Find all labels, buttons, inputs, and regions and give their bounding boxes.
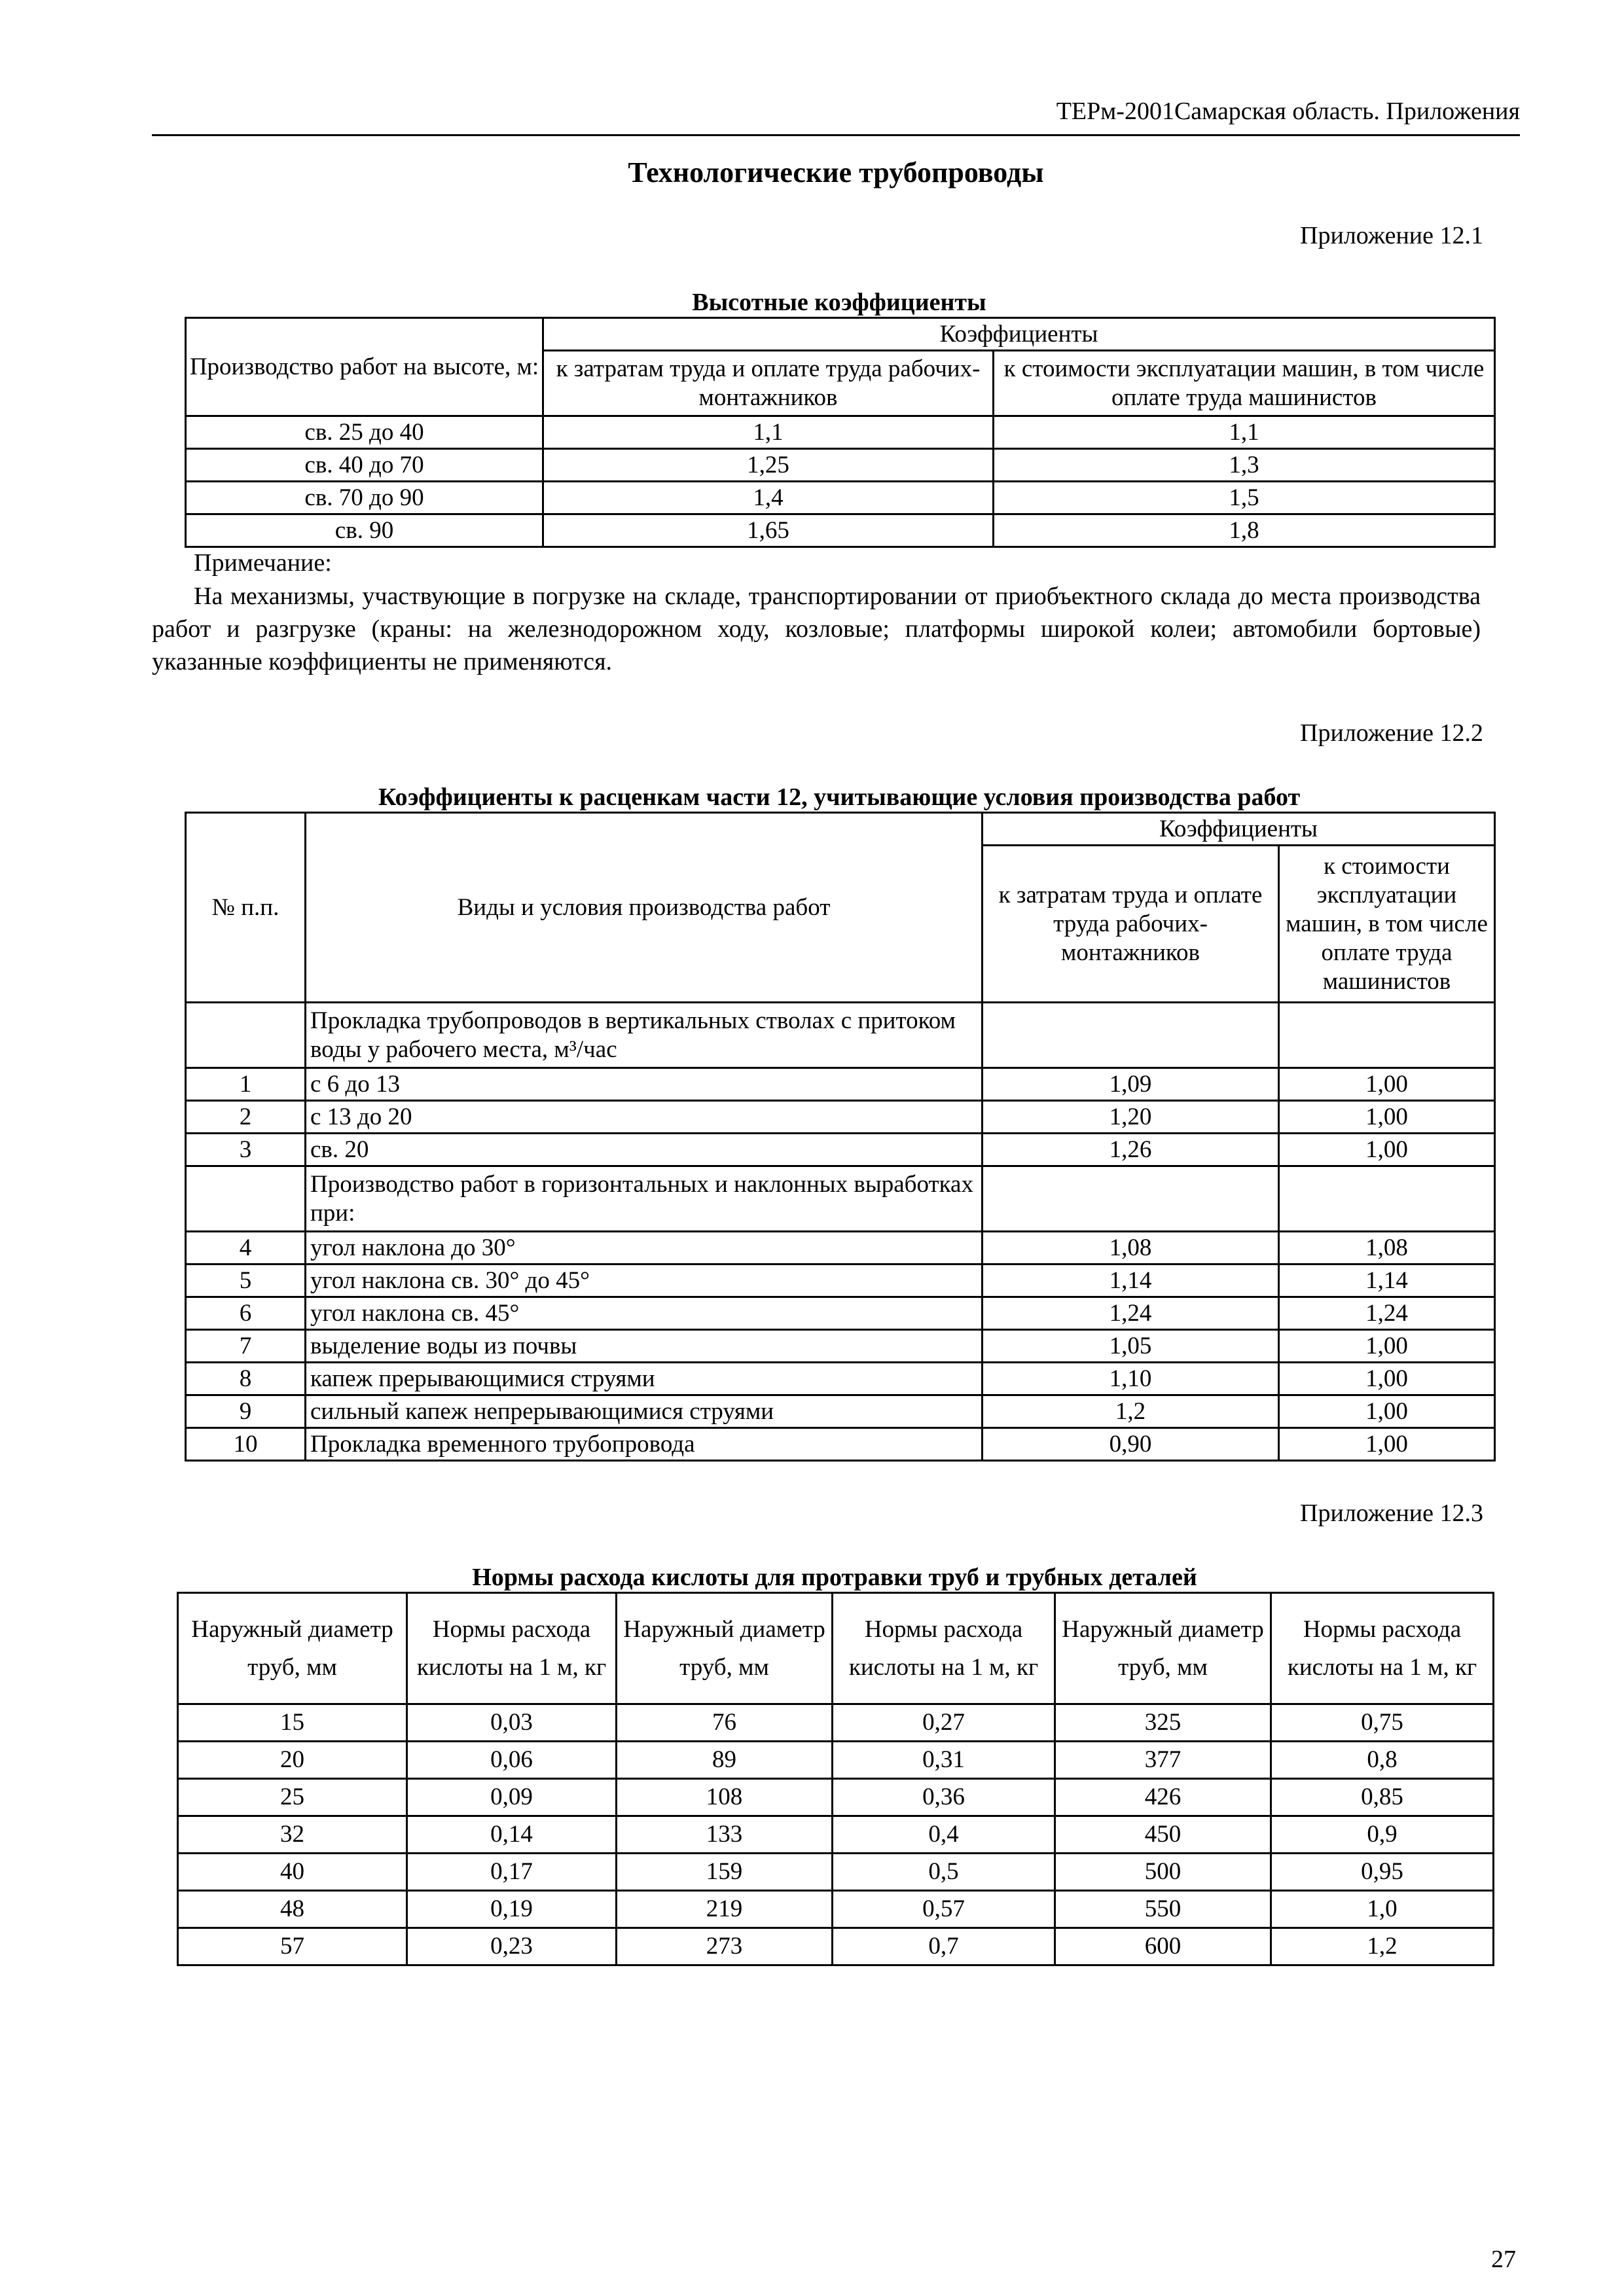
cell-acid-norm: 0,7 <box>833 1928 1055 1965</box>
cell-empty <box>1279 1166 1495 1232</box>
cell-num: 10 <box>186 1428 306 1461</box>
cell-num: 2 <box>186 1101 306 1134</box>
cell-condition: угол наклона св. 30° до 45° <box>306 1265 983 1297</box>
cell-section-title: Прокладка трубопроводов в вертикальных стволах с притоком воды у рабочего места, м³/час <box>306 1003 983 1068</box>
table-row <box>186 1101 1495 1134</box>
cell-empty <box>983 1166 1279 1232</box>
cell-diameter: 133 <box>617 1816 833 1854</box>
cell-diameter: 325 <box>1055 1704 1271 1742</box>
cell-labor-coef: 1,4 <box>543 482 994 514</box>
table-12-3-header: Нормы расхода кислоты на 1 м, кг <box>833 1593 1055 1704</box>
cell-diameter: 108 <box>617 1779 833 1816</box>
table-12-3 <box>177 1592 1494 1966</box>
cell-num: 5 <box>186 1265 306 1297</box>
cell-height-range: св. 40 до 70 <box>186 449 543 482</box>
cell-machine-coef: 1,8 <box>994 514 1495 547</box>
cell-acid-norm: 0,5 <box>833 1854 1055 1891</box>
table-12-1-header-group: Коэффициенты <box>543 318 1495 351</box>
cell-diameter: 15 <box>178 1704 407 1742</box>
table-row <box>186 449 1495 482</box>
cell-labor-coef: 1,25 <box>543 449 994 482</box>
cell-machine-coef: 1,1 <box>994 416 1495 449</box>
table-section-row <box>186 1003 1495 1068</box>
cell-acid-norm: 1,2 <box>1271 1928 1494 1965</box>
appendix-12-1-label: Приложение 12.1 <box>1300 222 1483 249</box>
cell-condition: св. 20 <box>306 1134 983 1166</box>
cell-num: 7 <box>186 1330 306 1363</box>
cell-condition: сильный капеж непрерывающимися струями <box>306 1395 983 1428</box>
cell-acid-norm: 0,85 <box>1271 1779 1494 1816</box>
table-12-3-header: Нормы расхода кислоты на 1 м, кг <box>407 1593 617 1704</box>
cell-acid-norm: 0,36 <box>833 1779 1055 1816</box>
table-row <box>178 1704 1494 1742</box>
cell-machine-coef: 1,00 <box>1279 1101 1495 1134</box>
table-12-2-header-num: № п.п. <box>186 813 306 1003</box>
cell-acid-norm: 0,4 <box>833 1816 1055 1854</box>
table-row <box>186 1232 1495 1265</box>
cell-section-title: Производство работ в горизонтальных и наклонных выработках при: <box>306 1166 983 1232</box>
cell-machine-coef: 1,14 <box>1279 1265 1495 1297</box>
table-12-2-caption: Коэффициенты к расценкам части 12, учитывающие условия производства работ <box>378 783 1301 811</box>
table-row <box>178 1928 1494 1965</box>
cell-machine-coef: 1,00 <box>1279 1395 1495 1428</box>
table-row <box>178 1742 1494 1779</box>
table-row <box>186 1297 1495 1330</box>
table-12-3-header: Нормы расхода кислоты на 1 м, кг <box>1271 1593 1494 1704</box>
cell-labor-coef: 0,90 <box>983 1428 1279 1461</box>
cell-acid-norm: 0,9 <box>1271 1816 1494 1854</box>
appendix-12-2-label: Приложение 12.2 <box>1300 719 1483 747</box>
table-row <box>186 1265 1495 1297</box>
cell-machine-coef: 1,00 <box>1279 1068 1495 1101</box>
table-row <box>186 1068 1495 1101</box>
cell-machine-coef: 1,00 <box>1279 1428 1495 1461</box>
cell-diameter: 450 <box>1055 1816 1271 1854</box>
cell-machine-coef: 1,08 <box>1279 1232 1495 1265</box>
cell-diameter: 219 <box>617 1891 833 1928</box>
cell-diameter: 32 <box>178 1816 407 1854</box>
cell-diameter: 159 <box>617 1854 833 1891</box>
cell-condition: угол наклона до 30° <box>306 1232 983 1265</box>
table-12-2-header-group: Коэффициенты <box>983 813 1495 846</box>
cell-acid-norm: 0,14 <box>407 1816 617 1854</box>
table-row <box>186 1363 1495 1395</box>
table-row <box>178 1779 1494 1816</box>
page-title: Технологические трубопроводы <box>628 156 1044 188</box>
cell-diameter: 89 <box>617 1742 833 1779</box>
table-row <box>178 1816 1494 1854</box>
table-row <box>186 1428 1495 1461</box>
cell-num: 9 <box>186 1395 306 1428</box>
table-row <box>186 416 1495 449</box>
cell-height-range: св. 70 до 90 <box>186 482 543 514</box>
table-12-2 <box>185 812 1496 1462</box>
table-12-1-caption: Высотные коэффициенты <box>692 289 986 316</box>
cell-condition: Прокладка временного трубопровода <box>306 1428 983 1461</box>
cell-diameter: 273 <box>617 1928 833 1965</box>
table-12-3-header: Наружный диаметр труб, мм <box>178 1593 407 1704</box>
cell-diameter: 25 <box>178 1779 407 1816</box>
cell-acid-norm: 1,0 <box>1271 1891 1494 1928</box>
table-row <box>178 1891 1494 1928</box>
cell-empty <box>983 1003 1279 1068</box>
cell-labor-coef: 1,1 <box>543 416 994 449</box>
cell-labor-coef: 1,65 <box>543 514 994 547</box>
cell-diameter: 57 <box>178 1928 407 1965</box>
table-12-3-header: Наружный диаметр труб, мм <box>1055 1593 1271 1704</box>
table-row <box>186 1395 1495 1428</box>
table-row <box>178 1854 1494 1891</box>
table-row <box>186 482 1495 514</box>
cell-acid-norm: 0,19 <box>407 1891 617 1928</box>
table-12-2-header-labor: к затратам труда и оплате труда рабочих-монтажников <box>983 846 1279 1003</box>
cell-machine-coef: 1,3 <box>994 449 1495 482</box>
cell-acid-norm: 0,06 <box>407 1742 617 1779</box>
cell-num: 1 <box>186 1068 306 1101</box>
note-title: Примечание: <box>194 549 332 577</box>
cell-machine-coef: 1,00 <box>1279 1134 1495 1166</box>
note-text: На механизмы, участвующие в погрузке на складе, транспортировании от приобъектного склада до места производства работ и разгрузке (краны: на железнодорожном ходу, козловые; платформы широкой колеи; автомобили бортовые) указанные коэффициенты не применяются. <box>152 583 1481 675</box>
cell-empty <box>186 1166 306 1232</box>
cell-num: 6 <box>186 1297 306 1330</box>
table-12-1 <box>185 317 1496 548</box>
table-row <box>186 1134 1495 1166</box>
cell-condition: капеж прерывающимися струями <box>306 1363 983 1395</box>
cell-labor-coef: 1,20 <box>983 1101 1279 1134</box>
cell-acid-norm: 0,95 <box>1271 1854 1494 1891</box>
table-row <box>186 514 1495 547</box>
cell-condition: выделение воды из почвы <box>306 1330 983 1363</box>
table-12-1-header-labor: к затратам труда и оплате труда рабочих-монтажников <box>543 351 994 416</box>
cell-labor-coef: 1,09 <box>983 1068 1279 1101</box>
cell-acid-norm: 0,75 <box>1271 1704 1494 1742</box>
cell-condition: с 13 до 20 <box>306 1101 983 1134</box>
cell-machine-coef: 1,00 <box>1279 1330 1495 1363</box>
cell-empty <box>186 1003 306 1068</box>
table-12-3-caption: Нормы расхода кислоты для протравки труб и трубных деталей <box>472 1564 1197 1591</box>
cell-acid-norm: 0,57 <box>833 1891 1055 1928</box>
cell-labor-coef: 1,26 <box>983 1134 1279 1166</box>
cell-empty <box>1279 1003 1495 1068</box>
page-number: 27 <box>1491 2246 1516 2273</box>
cell-acid-norm: 0,23 <box>407 1928 617 1965</box>
cell-labor-coef: 1,24 <box>983 1297 1279 1330</box>
cell-num: 4 <box>186 1232 306 1265</box>
cell-acid-norm: 0,8 <box>1271 1742 1494 1779</box>
cell-height-range: св. 25 до 40 <box>186 416 543 449</box>
cell-diameter: 76 <box>617 1704 833 1742</box>
table-12-3-header: Наружный диаметр труб, мм <box>617 1593 833 1704</box>
cell-labor-coef: 1,10 <box>983 1363 1279 1395</box>
table-12-2-header-machines: к стоимости эксплуатации машин, в том числе оплате труда машинистов <box>1279 846 1495 1003</box>
cell-acid-norm: 0,03 <box>407 1704 617 1742</box>
cell-labor-coef: 1,2 <box>983 1395 1279 1428</box>
table-12-1-header-height: Производство работ на высоте, м: <box>186 318 543 416</box>
running-header: ТЕРм-2001Самарская область. Приложения <box>152 95 1520 136</box>
cell-acid-norm: 0,17 <box>407 1854 617 1891</box>
cell-num: 8 <box>186 1363 306 1395</box>
cell-diameter: 20 <box>178 1742 407 1779</box>
cell-labor-coef: 1,14 <box>983 1265 1279 1297</box>
cell-num: 3 <box>186 1134 306 1166</box>
cell-diameter: 550 <box>1055 1891 1271 1928</box>
cell-diameter: 500 <box>1055 1854 1271 1891</box>
cell-condition: с 6 до 13 <box>306 1068 983 1101</box>
cell-machine-coef: 1,00 <box>1279 1363 1495 1395</box>
table-12-2-header-kind: Виды и условия производства работ <box>306 813 983 1003</box>
cell-diameter: 377 <box>1055 1742 1271 1779</box>
cell-machine-coef: 1,5 <box>994 482 1495 514</box>
cell-machine-coef: 1,24 <box>1279 1297 1495 1330</box>
cell-diameter: 600 <box>1055 1928 1271 1965</box>
cell-labor-coef: 1,08 <box>983 1232 1279 1265</box>
table-12-1-header-machines: к стоимости эксплуатации машин, в том числе оплате труда машинистов <box>994 351 1495 416</box>
cell-acid-norm: 0,27 <box>833 1704 1055 1742</box>
cell-condition: угол наклона св. 45° <box>306 1297 983 1330</box>
cell-diameter: 48 <box>178 1891 407 1928</box>
cell-height-range: св. 90 <box>186 514 543 547</box>
cell-acid-norm: 0,31 <box>833 1742 1055 1779</box>
cell-diameter: 40 <box>178 1854 407 1891</box>
cell-acid-norm: 0,09 <box>407 1779 617 1816</box>
cell-diameter: 426 <box>1055 1779 1271 1816</box>
table-section-row <box>186 1166 1495 1232</box>
table-row <box>186 1330 1495 1363</box>
cell-labor-coef: 1,05 <box>983 1330 1279 1363</box>
appendix-12-3-label: Приложение 12.3 <box>1300 1499 1483 1527</box>
